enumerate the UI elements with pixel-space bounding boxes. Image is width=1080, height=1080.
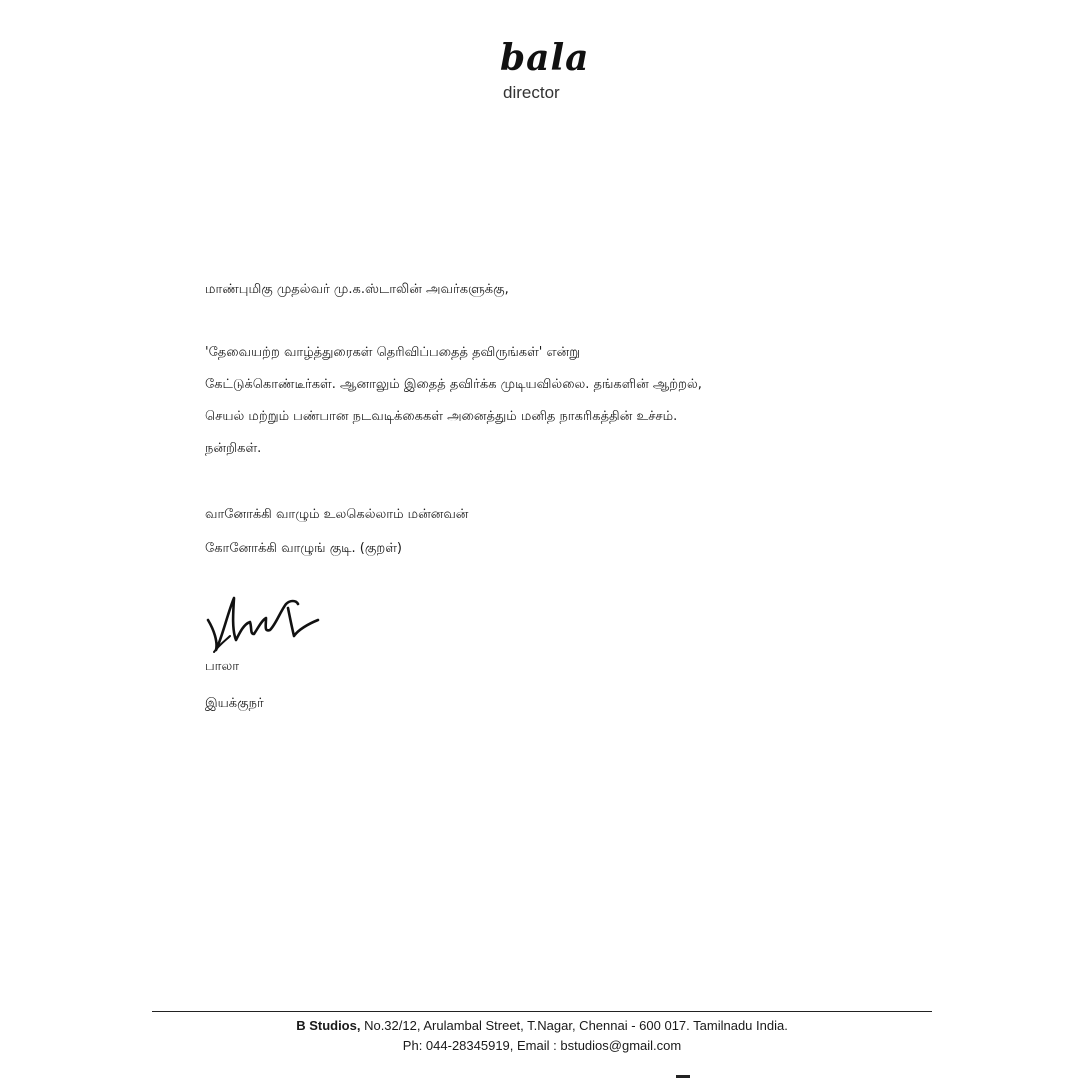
paragraph-line: கேட்டுக்கொண்டீர்கள். ஆனாலும் இதைத் தவிர்க்க முடியவில்லை. தங்களின் ஆற்றல், bbox=[205, 377, 702, 392]
paragraph-line: செயல் மற்றும் பண்பான நடவடிக்கைகள் அனைத்தும் மனித நாகரிகத்தின் உச்சம். bbox=[205, 409, 678, 424]
page-edge-mark bbox=[676, 1075, 690, 1078]
letterhead-role: director bbox=[503, 83, 560, 102]
signer-name: பாலா bbox=[205, 659, 240, 674]
footer-address bbox=[152, 1019, 932, 1032]
couplet-line: கோனோக்கி வாழுங் குடி. (குறள்) bbox=[205, 541, 402, 556]
signature-image bbox=[200, 590, 330, 660]
couplet-line: வானோக்கி வாழும் உலகெல்லாம் மன்னவன் bbox=[205, 507, 469, 522]
salutation: மாண்புமிகு முதல்வர் மு.க.ஸ்டாலின் அவர்களுக்கு, bbox=[205, 282, 509, 297]
signer-title: இயக்குநர் bbox=[205, 696, 264, 711]
letterhead-brand: bala bbox=[500, 37, 590, 79]
paragraph-line: 'தேவையற்ற வாழ்த்துரைகள் தெரிவிப்பதைத் தவிருங்கள்' என்று bbox=[205, 345, 581, 360]
paragraph-line: நன்றிகள். bbox=[205, 441, 262, 456]
footer-divider bbox=[152, 1011, 932, 1012]
footer-company: B Studios, bbox=[296, 1018, 361, 1033]
footer-address-text: No.32/12, Arulambal Street, T.Nagar, Chennai - 600 017. Tamilnadu India. bbox=[360, 1018, 788, 1033]
footer-contact: Ph: 044-28345919, Email : bstudios@gmail.com bbox=[402, 1038, 682, 1053]
